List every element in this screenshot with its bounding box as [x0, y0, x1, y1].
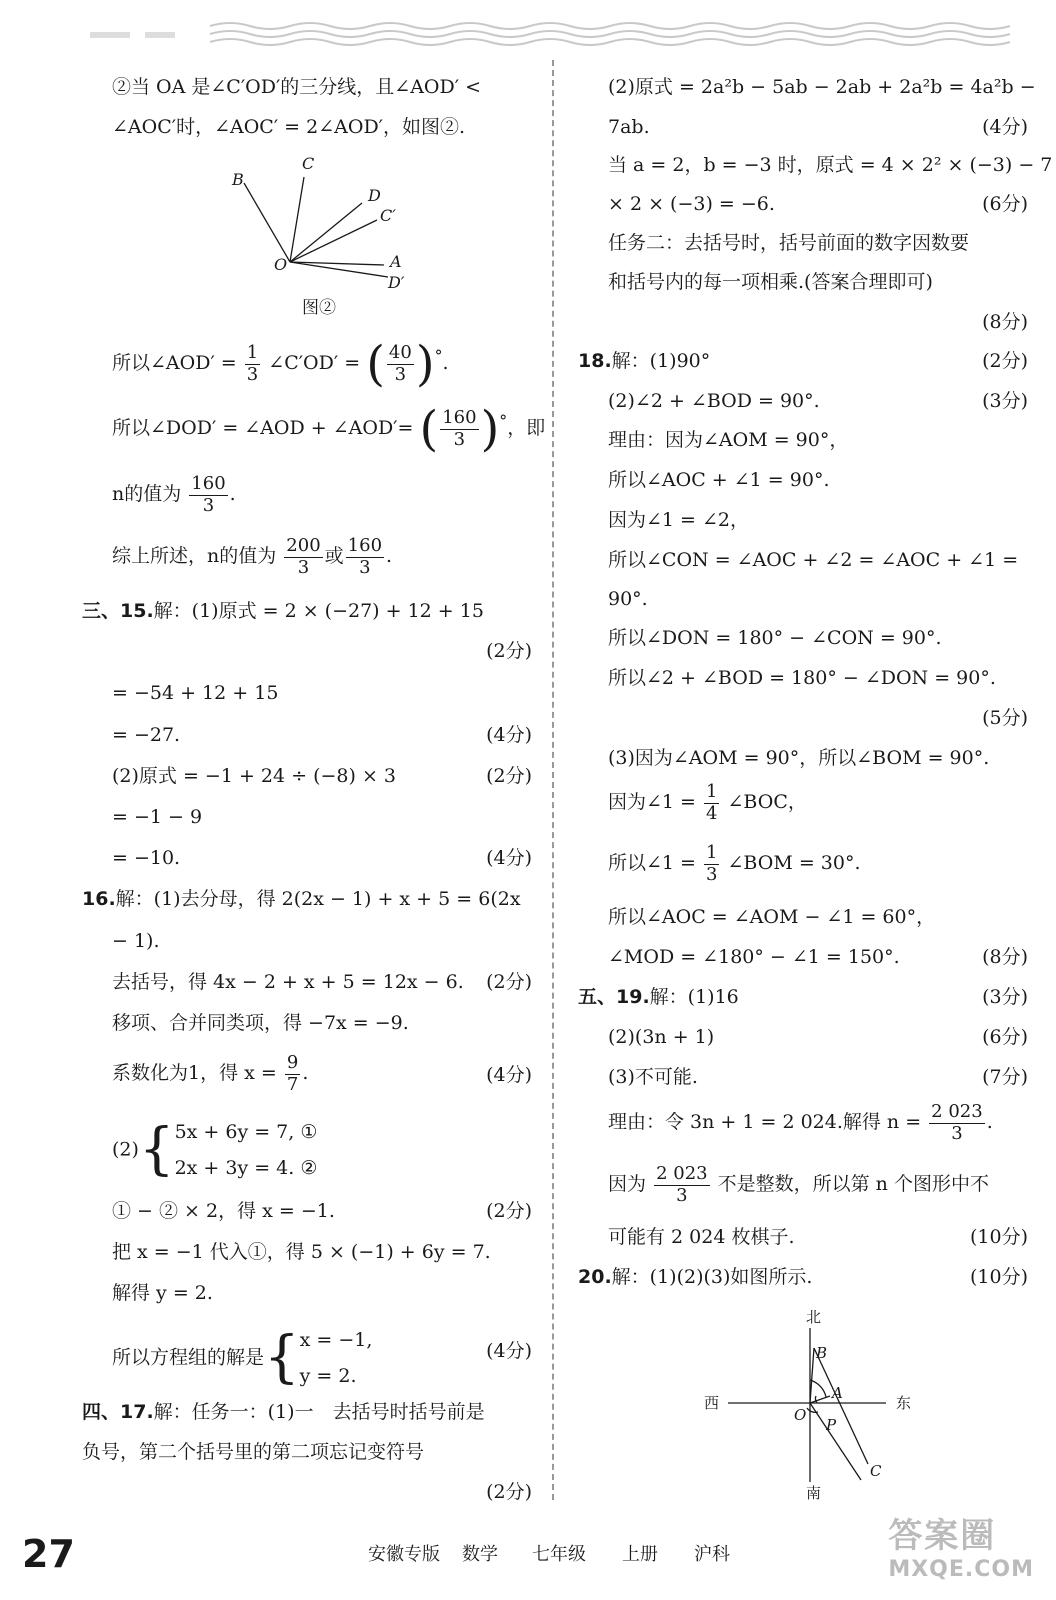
denominator: 3	[394, 363, 407, 385]
text: 理由：令 3n + 1 = 2 024.解得 n =	[608, 1111, 922, 1134]
q18-line-13: 所以∠AOC = ∠AOM − ∠1 = 60°，	[608, 906, 936, 928]
numerator: 160	[191, 473, 226, 494]
fig2-label-D: D	[368, 186, 381, 205]
q20-line-1	[578, 1268, 812, 1287]
q19-line-1	[578, 988, 739, 1007]
fraction	[346, 536, 384, 578]
question-number: 四、17.	[82, 1401, 154, 1423]
q18-line-10: (3)因为∠AOM = 90°，所以∠BOM = 90°.	[608, 747, 990, 769]
fraction	[245, 343, 260, 385]
fraction	[189, 474, 227, 516]
fraction	[929, 1102, 985, 1144]
text: 解：(1)(2)(3)如图所示.	[611, 1266, 813, 1288]
period: .	[302, 1062, 309, 1085]
q17-score-1: (2分)	[486, 1481, 532, 1503]
fraction	[387, 343, 414, 385]
degree: °	[434, 346, 443, 366]
q17-right-line-4: × 2 × (−3) = −6.	[608, 193, 775, 215]
text: 因为∠1 =	[608, 791, 696, 814]
q18-score-4: (8分)	[982, 946, 1028, 968]
numerator: 2 023	[931, 1101, 983, 1122]
q16-line-1	[82, 890, 521, 909]
q15-score-2: (4分)	[486, 724, 532, 746]
q16-line-2: − 1).	[112, 930, 160, 952]
q15-score-4: (4分)	[486, 847, 532, 869]
map-label-O: O	[794, 1406, 807, 1424]
period: .	[229, 483, 236, 506]
text: 所以方程组的解是	[112, 1346, 265, 1369]
q15-score-3: (2分)	[486, 765, 532, 787]
fraction	[284, 536, 322, 578]
q19-line-3: (3)不可能.	[608, 1066, 698, 1088]
period: .	[386, 545, 393, 568]
text: 解：(1)去分母，得 2(2x − 1) + x + 5 = 6(2x	[115, 888, 521, 910]
q17-right-line-6: 和括号内的每一项相乘.(答案合理即可)	[608, 271, 933, 293]
denominator: 3	[706, 863, 718, 885]
q18-line-4: 所以∠AOC + ∠1 = 90°.	[608, 469, 830, 491]
q17-right-line-3: 当 a = 2，b = −3 时，原式 = 4 × 2² × (−3) − 7	[608, 154, 1053, 176]
numerator: 1	[706, 842, 718, 863]
q15-line-2: = −54 + 12 + 15	[112, 682, 279, 704]
text: ∠C′OD′ =	[268, 352, 361, 374]
q16-score-2: (4分)	[486, 1064, 532, 1086]
figure-2-caption: 图②	[302, 298, 336, 318]
numerator: 2 023	[656, 1163, 708, 1184]
q17-line-1	[82, 1403, 485, 1422]
q16-score-3: (2分)	[486, 1200, 532, 1222]
map-label-C: C	[870, 1462, 882, 1480]
q19-line-5	[608, 1164, 989, 1206]
q18-score-2: (3分)	[982, 390, 1028, 412]
numerator: 1	[246, 341, 259, 363]
text: 解：任务一：(1)一 去括号时括号前是	[153, 1401, 485, 1423]
footer-volume: 上册	[622, 1544, 658, 1565]
map-label-east: 东	[896, 1394, 912, 1412]
q19-score-2: (6分)	[982, 1026, 1028, 1048]
denominator: 3	[453, 428, 466, 450]
q17-right-score-3: (8分)	[982, 311, 1028, 333]
map-label-B: B	[816, 1344, 828, 1362]
q15-line-4: (2)原式 = −1 + 24 ÷ (−8) × 3	[112, 765, 397, 787]
degree: °	[499, 411, 508, 431]
fraction	[704, 843, 719, 885]
text: 系数化为1，得 x =	[112, 1062, 277, 1085]
solution-2: y = 2.	[299, 1365, 357, 1388]
footer-publisher: 沪科	[694, 1544, 730, 1565]
fraction	[704, 782, 719, 824]
text: 不是整数，所以第 n 个图形中不	[717, 1173, 989, 1196]
map-label-west: 西	[704, 1394, 720, 1412]
q18-line-12	[608, 843, 861, 885]
text: ，即	[507, 417, 546, 439]
q14-line-4: 所以∠DOD′ = ∠AOD + ∠AOD′= ( $\frac{160}{3}$ )°，即	[112, 401, 546, 457]
text: 解：(1)16	[649, 986, 739, 1008]
q14-line-2: ∠AOC′时，∠AOC′ = 2∠AOD′，如图②.	[112, 116, 466, 138]
q19-line-4	[608, 1102, 993, 1144]
q18-line-8: 所以∠DON = 180° − ∠CON = 90°.	[608, 627, 942, 649]
numerator: 9	[286, 1052, 299, 1073]
q16-line-7: 把 x = −1 代入①，得 5 × (−1) + 6y = 7.	[112, 1241, 491, 1263]
text: 所以∠AOD′ =	[112, 352, 237, 374]
text: 或	[324, 545, 344, 568]
q20-compass-figure	[686, 1300, 926, 1500]
denominator: 7	[286, 1073, 299, 1095]
question-number: 16.	[82, 888, 116, 910]
q17-right-line-5: 任务二：去括号时，括号前面的数字因数要	[608, 232, 970, 254]
denominator: 3	[359, 556, 371, 578]
q16-line-9: 所以方程组的解是{ x = −1, y = 2.	[112, 1322, 372, 1394]
text: ∠BOM = 30°.	[727, 852, 861, 875]
denominator: 3	[297, 556, 310, 578]
q17-right-score-2: (6分)	[982, 193, 1028, 215]
equation-1: 5x + 6y = 7, ①	[174, 1121, 318, 1143]
q17-right-score-1: (4分)	[982, 116, 1028, 138]
map-label-south: 南	[806, 1484, 822, 1500]
q19-line-2: (2)(3n + 1)	[608, 1026, 715, 1048]
q15-line-3: = −27.	[112, 724, 181, 746]
q16-line-3: 去括号，得 4x − 2 + x + 5 = 12x − 6.	[112, 971, 464, 993]
q14-line-3: 所以∠AOD′ = $\frac{1}{3}$ ∠C′OD′ = ( $\frac{40}{3}$ )°.	[112, 336, 449, 392]
text: 所以∠DOD′ = ∠AOD + ∠AOD′=	[112, 417, 414, 439]
numerator: 160	[442, 406, 477, 428]
q19-score-1: (3分)	[982, 986, 1028, 1008]
fraction	[654, 1164, 710, 1206]
fig2-label-Dprime: D′	[388, 273, 405, 292]
equation-2: 2x + 3y = 4. ②	[174, 1157, 318, 1180]
text: n的值为	[112, 483, 182, 506]
q16-system: (2){ 5x + 6y = 7, ① 2x + 3y = 4. ②	[112, 1114, 317, 1186]
q18-line-14: ∠MOD = ∠180° − ∠1 = 150°.	[608, 946, 900, 968]
q16-line-4: 移项、合并同类项，得 −7x = −9.	[112, 1012, 409, 1034]
map-label-P: P	[826, 1416, 837, 1434]
q18-score-1: (2分)	[982, 350, 1028, 372]
q18-line-3: 理由：因为∠AOM = 90°，	[608, 429, 849, 451]
q17-right-line-1: (2)原式 = 2a²b − 5ab − 2ab + 2a²b = 4a²b −	[608, 76, 1036, 98]
column-divider	[552, 60, 554, 1500]
q14-line-5	[112, 474, 236, 516]
text: ∠BOC，	[727, 791, 807, 814]
period: .	[986, 1111, 993, 1134]
q19-line-6: 可能有 2 024 枚棋子.	[608, 1226, 795, 1248]
q16-line-6: ① − ② × 2，得 x = −1.	[112, 1200, 335, 1222]
q14-line-6	[112, 536, 392, 578]
fig2-label-B: B	[232, 170, 244, 189]
fig2-label-O: O	[274, 255, 288, 274]
text: 解：(1)原式 = 2 × (−27) + 12 + 15	[153, 600, 484, 622]
map-label-A: A	[832, 1384, 843, 1402]
figure-2	[222, 155, 422, 295]
question-number: 18.	[578, 350, 612, 372]
q20-score-1: (10分)	[969, 1266, 1028, 1288]
equation-stack	[175, 1114, 318, 1186]
question-number: 三、15.	[82, 600, 154, 622]
q15-line-5: = −1 − 9	[112, 806, 203, 828]
q17-line-2: 负号，第二个括号里的第二项忘记变符号	[82, 1441, 425, 1463]
footer-edition: 安徽专版	[368, 1544, 440, 1565]
q17-right-line-2: 7ab.	[608, 116, 650, 138]
watermark	[888, 1508, 1034, 1582]
q15-line-1	[82, 602, 484, 621]
q18-line-6: 所以∠CON = ∠AOC + ∠2 = ∠AOC + ∠1 =	[608, 549, 1019, 571]
footer-subject: 数学	[462, 1544, 498, 1565]
solution-stack	[300, 1322, 373, 1394]
q18-line-9: 所以∠2 + ∠BOD = 180° − ∠DON = 90°.	[608, 667, 996, 689]
page-number: 27	[22, 1532, 75, 1576]
question-number: 五、19.	[578, 986, 650, 1008]
fraction	[440, 408, 478, 450]
q16-line-8: 解得 y = 2.	[112, 1282, 213, 1304]
q18-line-5: 因为∠1 = ∠2，	[608, 509, 750, 531]
text: (2)	[112, 1138, 139, 1161]
watermark-top: 答案圈	[888, 1516, 997, 1556]
q14-line-1: ②当 OA 是∠C′OD′的三分线，且∠AOD′ <	[112, 76, 481, 98]
q15-score-1: (2分)	[486, 640, 532, 662]
numerator: 160	[347, 535, 383, 556]
q18-line-1	[578, 352, 710, 371]
fig2-label-Cprime: C′	[380, 206, 396, 225]
watermark-bottom: MXQE.COM	[888, 1557, 1034, 1582]
fig2-label-C: C	[302, 155, 315, 173]
period: .	[442, 352, 449, 374]
fraction	[285, 1053, 300, 1095]
numerator: 40	[388, 341, 412, 363]
denominator: 3	[202, 494, 215, 516]
q16-line-5	[112, 1053, 308, 1095]
text: 综上所述，n的值为	[112, 545, 277, 568]
q18-line-7: 90°.	[608, 588, 648, 610]
footer-grade: 七年级	[532, 1544, 586, 1565]
q19-score-4: (10分)	[969, 1226, 1028, 1248]
fig2-label-A: A	[390, 252, 402, 271]
q19-score-3: (7分)	[982, 1066, 1028, 1088]
denominator: 3	[676, 1184, 688, 1206]
header-decoration	[90, 18, 1030, 58]
q18-score-3: (5分)	[982, 707, 1028, 729]
text: 所以∠1 =	[608, 852, 696, 875]
text: 因为	[608, 1173, 647, 1196]
denominator: 4	[706, 802, 718, 824]
q18-line-2: (2)∠2 + ∠BOD = 90°.	[608, 390, 820, 412]
q15-line-6: = −10.	[112, 847, 181, 869]
question-number: 20.	[578, 1266, 612, 1288]
q18-line-11	[608, 782, 807, 824]
q16-score-4: (4分)	[486, 1340, 532, 1362]
denominator: 3	[246, 363, 259, 385]
denominator: 3	[951, 1122, 963, 1144]
numerator: 1	[706, 781, 718, 802]
numerator: 200	[286, 535, 321, 556]
q16-score-1: (2分)	[486, 971, 532, 993]
text: 解：(1)90°	[611, 350, 711, 372]
map-label-north: 北	[806, 1308, 822, 1326]
solution-1: x = −1,	[299, 1329, 373, 1351]
